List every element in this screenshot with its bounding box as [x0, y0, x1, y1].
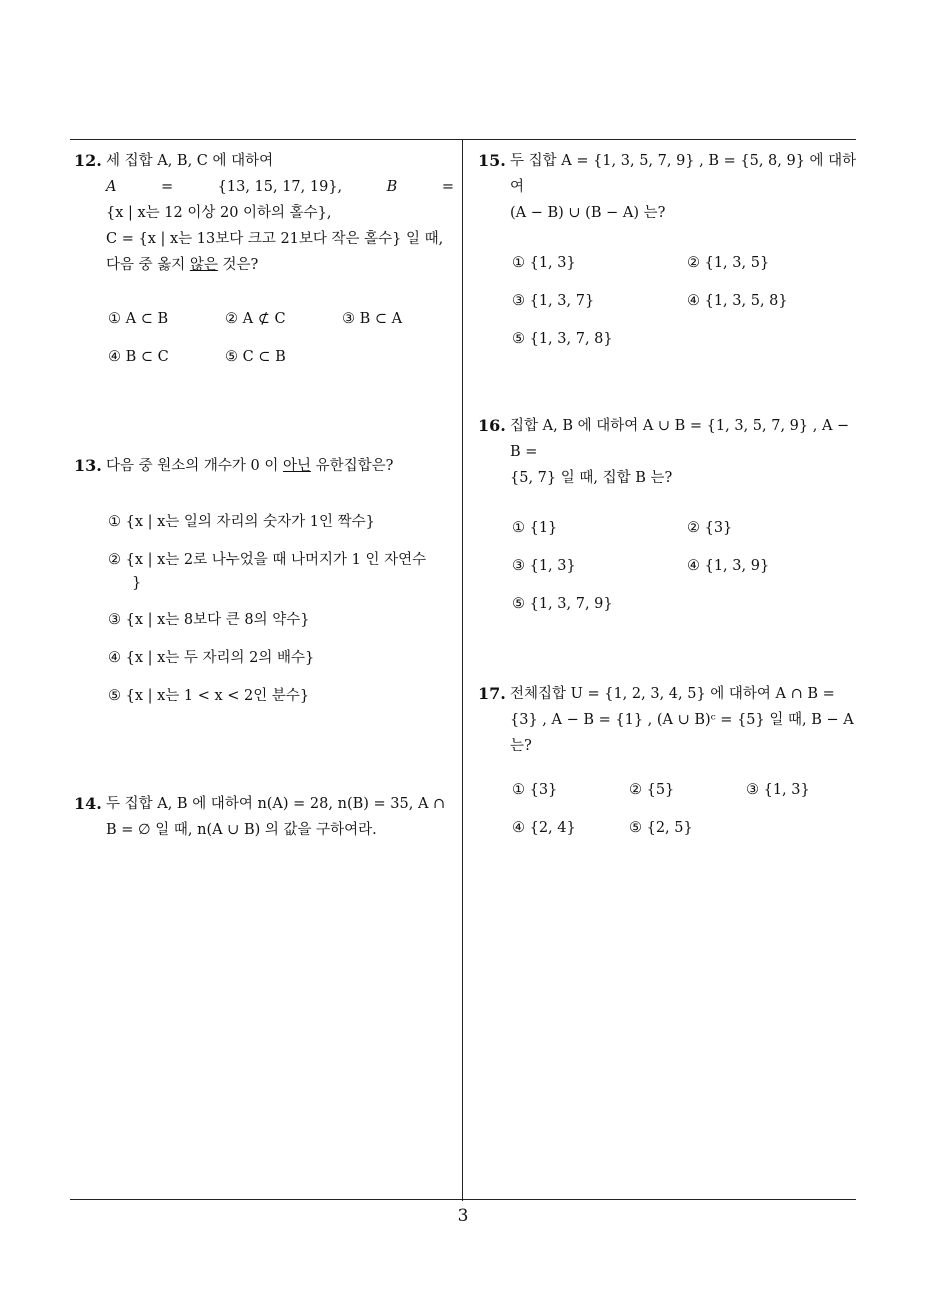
- answer-options: [512, 771, 858, 847]
- column-divider: [462, 140, 463, 1201]
- question-number: 17.: [478, 684, 506, 703]
- question-text: 전체집합 U = {1, 2, 3, 4, 5} 에 대하여 A ∩ B =: [510, 686, 835, 702]
- option-1[interactable]: ① {1, 3}: [512, 255, 576, 271]
- option-2[interactable]: ② {5}: [629, 782, 675, 798]
- option-2[interactable]: ② A ⊄ C: [225, 311, 286, 327]
- question-15: [478, 148, 858, 358]
- bottom-rule: [70, 1199, 856, 1200]
- option-1[interactable]: ① {1}: [512, 520, 558, 536]
- answer-options: [108, 501, 456, 713]
- option-1[interactable]: ① {3}: [512, 782, 558, 798]
- text-segment: 다음 중 옳지: [106, 257, 190, 273]
- option-5[interactable]: ⑤ C ⊂ B: [225, 349, 286, 365]
- option-4[interactable]: ④ {x | x는 두 자리의 2의 배수}: [108, 649, 315, 666]
- answer-options: [512, 244, 858, 358]
- text-segment: 유한집합은?: [310, 458, 394, 474]
- option-4[interactable]: ④ {1, 3, 5, 8}: [687, 293, 788, 309]
- option-4[interactable]: ④ {2, 4}: [512, 820, 576, 836]
- equals-sign: =: [160, 179, 174, 195]
- text-segment: 것은?: [217, 257, 259, 273]
- question-14: [74, 791, 456, 843]
- option-3[interactable]: ③ {1, 3}: [746, 782, 810, 798]
- question-text-line: {3} , A − B = {1} , (A ∪ B)ᶜ = {5} 일 때, B − A: [510, 712, 854, 728]
- option-4[interactable]: ④ {1, 3, 9}: [687, 558, 770, 574]
- page-number: 3: [457, 1206, 469, 1226]
- question-text-line: B = ∅ 일 때, n(A ∪ B) 의 값을 구하여라.: [106, 822, 377, 838]
- question-text: 세 집합 A, B, C 에 대하여: [106, 153, 274, 169]
- set-a-label: A: [106, 179, 117, 195]
- option-2[interactable]: ② {x | x는 2로 나누었을 때 나머지가 1 인 자연수: [108, 551, 427, 568]
- question-17: [478, 681, 858, 847]
- top-rule: [70, 139, 856, 140]
- question-text: 집합 A, B 에 대하여 A ∪ B = {1, 3, 5, 7, 9} , A − B =: [510, 418, 850, 460]
- option-2-continued: }: [132, 575, 142, 591]
- option-5[interactable]: ⑤ {1, 3, 7, 8}: [512, 331, 613, 347]
- question-text-line: (A − B) ∪ (B − A) 는?: [510, 205, 666, 221]
- question-text: [106, 453, 456, 479]
- option-5[interactable]: ⑤ {x | x는 1 < x < 2인 분수}: [108, 687, 310, 704]
- question-16: [478, 413, 858, 623]
- question-text-line: [106, 174, 454, 200]
- question-number: 12.: [74, 151, 102, 170]
- option-1[interactable]: ① A ⊂ B: [108, 311, 169, 327]
- question-number: 15.: [478, 151, 506, 170]
- option-3[interactable]: ③ {1, 3, 7}: [512, 293, 595, 309]
- option-2[interactable]: ② {1, 3, 5}: [687, 255, 770, 271]
- question-text-line: [106, 252, 456, 278]
- question-text-line: {5, 7} 일 때, 집합 B 는?: [510, 470, 673, 486]
- option-1[interactable]: ① {x | x는 일의 자리의 숫자가 1인 짝수}: [108, 513, 375, 530]
- question-text: 두 집합 A, B 에 대하여 n(A) = 28, n(B) = 35, A ∩: [106, 796, 446, 812]
- question-13: [74, 453, 456, 713]
- question-text-line: 는?: [510, 738, 532, 754]
- question-number: 16.: [478, 416, 506, 435]
- underlined-text: 아닌: [282, 458, 311, 474]
- set-b-label: B: [386, 179, 398, 195]
- option-5[interactable]: ⑤ {2, 5}: [629, 820, 693, 836]
- option-5[interactable]: ⑤ {1, 3, 7, 9}: [512, 596, 613, 612]
- question-12: [74, 148, 456, 376]
- option-2[interactable]: ② {3}: [687, 520, 733, 536]
- question-text-line: C = {x | x는 13보다 크고 21보다 작은 홀수} 일 때,: [106, 231, 444, 247]
- question-text: 두 집합 A = {1, 3, 5, 7, 9} , B = {5, 8, 9} 에 대하여: [510, 153, 857, 195]
- answer-options: [512, 509, 858, 623]
- option-3[interactable]: ③ {1, 3}: [512, 558, 576, 574]
- option-3[interactable]: ③ {x | x는 8보다 큰 8의 약수}: [108, 611, 310, 628]
- option-4[interactable]: ④ B ⊂ C: [108, 349, 169, 365]
- question-text-line: {x | x는 12 이상 20 이하의 홀수},: [106, 205, 332, 221]
- set-a-elements: {13, 15, 17, 19},: [217, 179, 343, 195]
- question-number: 14.: [74, 794, 102, 813]
- equals-sign: =: [441, 179, 454, 195]
- text-segment: 다음 중 원소의 개수가 0 이: [106, 458, 283, 474]
- underlined-text: 않은: [189, 257, 218, 273]
- question-number: 13.: [74, 456, 102, 475]
- answer-options: [108, 300, 456, 376]
- option-3[interactable]: ③ B ⊂ A: [342, 311, 403, 327]
